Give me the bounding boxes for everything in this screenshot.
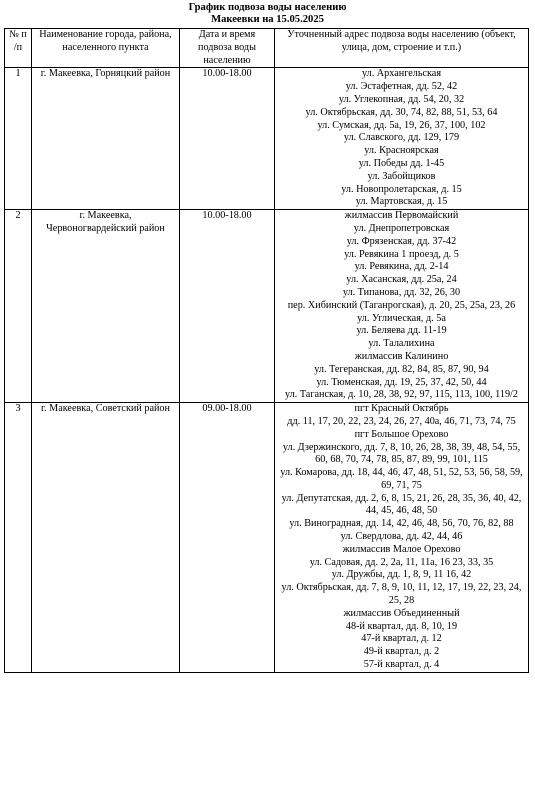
address-line: жилмассив Малое Орехово (342, 543, 461, 555)
address-line: ул. Мартовская, д. 15 (355, 196, 448, 208)
address-line: ул. Хасанская, дд. 25а, 24 (346, 274, 457, 286)
header-time: Дата и время подвоза воды населению (180, 29, 275, 68)
header-num: № п /п (5, 29, 32, 68)
address-line: пер. Хибинский (Таганрогская), д. 20, 25, 25а, 23, 26 (287, 299, 516, 311)
address-line: ул. Дружбы, дд. 1, 8, 9, 11 16, 42 (331, 569, 472, 581)
address-line: ул. Беляева дд. 11-19 (356, 325, 447, 337)
schedule-rows (5, 68, 529, 672)
address-line: жилмассив Первомайский (344, 210, 459, 222)
address-line: ул. Углическая, д. 5а (357, 312, 446, 324)
address-line: жилмассив Калинино (354, 350, 449, 362)
address-line: ул. Дзержинского, дд. 7, 8, 10, 26, 28, 38, 39, 48, 54, 55, 60, 68, 70, 74, 78, 85, 87, 89, 99, 101, 115 (282, 441, 521, 466)
address-line: ул. Типанова, дд. 32, 26, 30 (342, 286, 461, 298)
title-line-1: График подвоза воды населению (188, 2, 347, 13)
address-line: 57-й квартал, д. 4 (363, 659, 440, 671)
address-line: ул. Забойщиков (367, 170, 436, 182)
header-address: Уточненный адрес подвоза воды населению (объект, улица, дом, строение и т.п.) (275, 29, 529, 68)
address-line: ул. Днепропетровская (353, 222, 450, 234)
header-city: Наименование города, района, населенного пункта (32, 29, 180, 68)
address-line: ул. Тюменская, дд. 19, 25, 37, 42, 50, 44 (316, 376, 487, 388)
address-line: ул. Ревякина, дд. 2-14 (354, 261, 449, 273)
row-addresses (275, 403, 529, 673)
address-line: жилмассив Объединенный (343, 607, 460, 619)
address-line: дд. 11, 17, 20, 22, 23, 24, 26, 27, 40а, 46, 71, 73, 74, 75 (287, 415, 516, 427)
address-line: ул. Фрязенская, дд. 37-42 (346, 235, 457, 247)
document-title (0, 0, 535, 26)
address-line: пгт Красный Октябрь (354, 403, 449, 415)
address-line: ул. Виноградная, дд. 14, 42, 46, 48, 56, 70, 76, 82, 88 (289, 518, 514, 530)
row-addresses (275, 68, 529, 210)
address-line: ул. Победы дд. 1-45 (358, 157, 445, 169)
row-time: 10.00-18.00 (180, 68, 275, 210)
address-line: ул. Углекопная, дд. 54, 20, 32 (338, 93, 465, 105)
row-time: 09.00-18.00 (180, 403, 275, 673)
address-line: ул. Сумская, дд. 5а, 19, 26, 37, 100, 102 (317, 119, 486, 131)
address-line: ул. Талалихина (368, 338, 435, 350)
address-line: пгт Большое Орехово (354, 428, 449, 440)
address-line: ул. Архангельская (361, 68, 442, 80)
row-city: г. Макеевка, Советский район (32, 403, 180, 673)
address-line: 47-й квартал, д. 12 (361, 633, 442, 645)
address-line: ул. Тегеранская, дд. 82, 84, 85, 87, 90, 94 (314, 363, 489, 375)
address-line: ул. Ревякина 1 проезд, д. 5 (344, 248, 459, 260)
row-number: 2 (5, 210, 32, 403)
table-row (5, 210, 529, 403)
address-line: ул. Свердлова, дд. 42, 44, 46 (340, 531, 463, 543)
row-city: г. Макеевка, Горняцкий район (32, 68, 180, 210)
address-line: 48-й квартал, дд. 8, 10, 19 (345, 620, 458, 632)
table-row (5, 403, 529, 673)
address-line: ул. Садовая, дд. 2, 2а, 11, 11а, 16 23, 33, 35 (309, 556, 494, 568)
title-line-2: Макеевки на 15.05.2025 (211, 14, 324, 25)
address-line: 49-й квартал, д. 2 (363, 646, 440, 658)
address-line: ул. Таганская, д. 10, 28, 38, 92, 97, 115, 113, 100, 119/2 (285, 389, 518, 401)
row-number: 3 (5, 403, 32, 673)
address-line: ул. Депутатская, дд. 2, 6, 8, 15, 21, 26, 28, 35, 36, 40, 42, 44, 45, 46, 48, 50 (281, 492, 522, 517)
table-header-row (5, 29, 529, 68)
address-line: ул. Комарова, дд. 18, 44, 46, 47, 48, 51, 52, 53, 56, 58, 59, 69, 71, 75 (280, 467, 523, 491)
schedule-table (4, 28, 529, 673)
row-addresses (275, 210, 529, 403)
address-line: ул. Славского, дд. 129, 179 (343, 132, 460, 144)
row-city: г. Макеевка, Червоногвардейский район (32, 210, 180, 403)
address-line: ул. Новопролетарская, д. 15 (341, 183, 462, 195)
address-line: ул. Эстафетная, дд. 52, 42 (345, 81, 458, 93)
address-line: ул. Красноярская (364, 145, 439, 157)
table-row (5, 68, 529, 210)
row-number: 1 (5, 68, 32, 210)
row-time: 10.00-18.00 (180, 210, 275, 403)
address-line: ул. Октябрьская, дд. 7, 8, 9, 10, 11, 12, 17, 19, 22, 23, 24, 25, 28 (281, 582, 522, 607)
address-line: ул. Октябрьская, дд. 30, 74, 82, 88, 51, 53, 64 (305, 106, 498, 118)
